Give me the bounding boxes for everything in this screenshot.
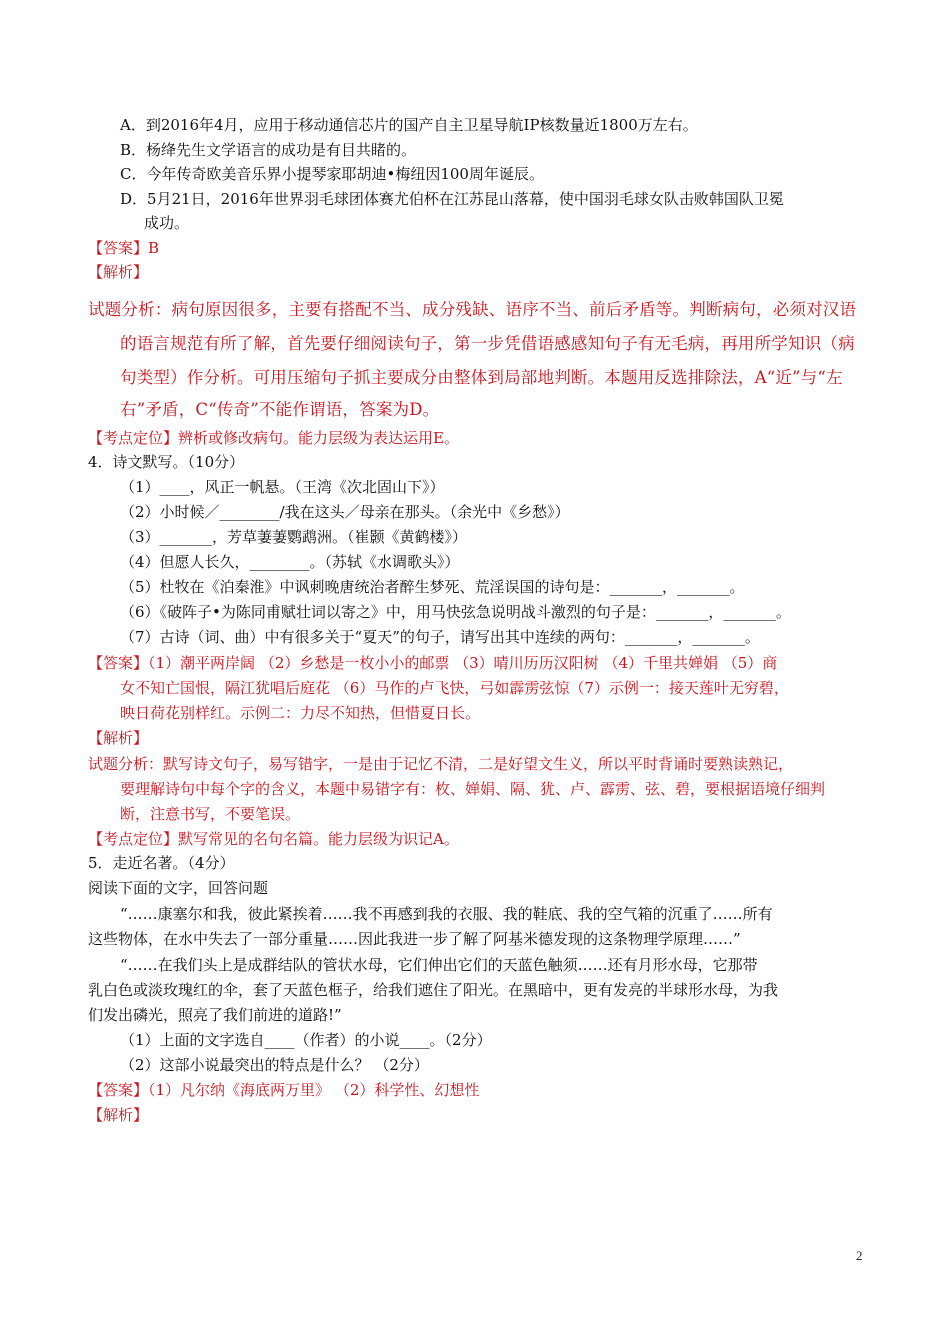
q5-analysis-label: 【解析】: [88, 1106, 149, 1124]
q4-analysis-line: 要理解诗句中每个字的含义，本题中易错字有：枚、婵娟、隔、犹、卢、霹雳、弦、碧，要根据语境仔细判: [120, 780, 826, 798]
q5-passage-line: 这些物体，在水中失去了一部分重量……因此我进一步了解了阿基米德发现的这条物理学原理……”: [88, 930, 741, 948]
q3-option-d: D．5月21日，2016年世界羽毛球团体赛尤伯杯在江苏昆山落幕，使中国羽毛球女队击败韩国队卫冕: [120, 190, 784, 208]
q5-passage-line: 们发出磷光，照亮了我们前进的道路!”: [88, 1006, 342, 1024]
q3-point: 【考点定位】辨析或修改病句。能力层级为表达运用E。: [88, 429, 459, 447]
q4-item: （6）《破阵子•为陈同甫赋壮词以寄之》中，用马快弦急说明战斗激烈的句子是：_______，_______。: [120, 603, 791, 621]
q4-item: （7）古诗（词、曲）中有很多关于“夏天”的句子，请写出其中连续的两句：_______，_______。: [120, 628, 760, 646]
q4-answer-line: 【答案】（1）潮平两岸阔 （2）乡愁是一枚小小的邮票 （3）晴川历历汉阳树 （4）千里共婵娟 （5）商: [88, 654, 778, 672]
q5-title: 5．走近名著。（4分）: [88, 854, 235, 872]
q5-passage-line: “……康塞尔和我，彼此紧挨着……我不再感到我的衣服、我的鞋底、我的空气箱的沉重了……所有: [120, 905, 773, 923]
q3-option-d-cont: 成功。: [144, 214, 190, 232]
q3-option-a: A．到2016年4月，应用于移动通信芯片的国产自主卫星导航IP核数量近1800万左右。: [120, 116, 698, 134]
page-number: 2: [856, 1248, 863, 1263]
q3-analysis-line: 的语言规范有所了解，首先要仔细阅读句子，第一步凭借语感感知句子有无毛病，再用所学知识（病: [120, 334, 855, 353]
q5-question: （1）上面的文字选自____（作者）的小说____。（2分）: [120, 1031, 492, 1049]
q4-answer-line: 映日荷花别样红。示例二：力尽不知热，但惜夏日长。: [120, 704, 481, 722]
q4-title: 4．诗文默写。（10分）: [88, 453, 245, 471]
q3-analysis-line: 右”矛盾，C“传奇”不能作谓语，答案为D。: [120, 400, 440, 419]
q4-item: （3）_______，芳草萋萋鹦鹉洲。（崔颢《黄鹤楼》）: [120, 528, 468, 546]
q3-option-c: C．今年传奇欧美音乐界小提琴家耶胡迪•梅纽因100周年诞辰。: [120, 165, 544, 183]
q5-passage-line: 乳白色或淡玫瑰红的伞，套了天蓝色框子，给我们遮住了阳光。在黑暗中，更有发亮的半球形水母，为我: [88, 981, 779, 999]
q5-instruction: 阅读下面的文字，回答问题: [88, 879, 269, 897]
q5-passage-line: “……在我们头上是成群结队的管状水母，它们伸出它们的天蓝色触须……还有月形水母，它那带: [120, 956, 758, 974]
q4-item: （4）但愿人长久，________。（苏轼《水调歌头》）: [120, 553, 460, 571]
q3-answer: 【答案】B: [88, 239, 160, 257]
q4-analysis-line: 试题分析：默写诗文句子，易写错字，一是由于记忆不清，二是好望文生义，所以平时背诵时要熟读熟记，: [88, 755, 794, 773]
q3-analysis-line: 句类型）作分析。可用压缩句子抓主要成分由整体到局部地判断。本题用反选排除法，A“近”与“左: [120, 368, 843, 387]
q3-analysis-label: 【解析】: [88, 263, 149, 281]
q5-answer: 【答案】（1）凡尔纳《海底两万里》 （2）科学性、幻想性: [88, 1081, 480, 1099]
q5-question: （2）这部小说最突出的特点是什么？ （2分）: [120, 1056, 429, 1074]
q3-option-b: B．杨绛先生文学语言的成功是有目共睹的。: [120, 141, 417, 159]
q4-point: 【考点定位】默写常见的名句名篇。能力层级为识记A。: [88, 830, 459, 848]
q4-analysis-label: 【解析】: [88, 729, 149, 747]
q4-answer-line: 女不知亡国恨，隔江犹唱后庭花 （6）马作的卢飞快，弓如霹雳弦惊（7）示例一：接天莲叶无穷碧，: [120, 679, 789, 697]
q4-item: （5）杜牧在《泊秦淮》中讽刺晚唐统治者醉生梦死、荒淫误国的诗句是：_______，_______。: [120, 578, 745, 596]
q4-analysis-line: 断，注意书写，不要笔误。: [120, 805, 301, 823]
q4-item: （1）____，风正一帆悬。（王湾《次北固山下》）: [120, 478, 445, 496]
q3-analysis-line: 试题分析：病句原因很多，主要有搭配不当、成分残缺、语序不当、前后矛盾等。判断病句，必须对汉语: [88, 300, 857, 319]
q4-item: （2）小时候／________/我在这头／母亲在那头。（余光中《乡愁》）: [120, 503, 570, 521]
